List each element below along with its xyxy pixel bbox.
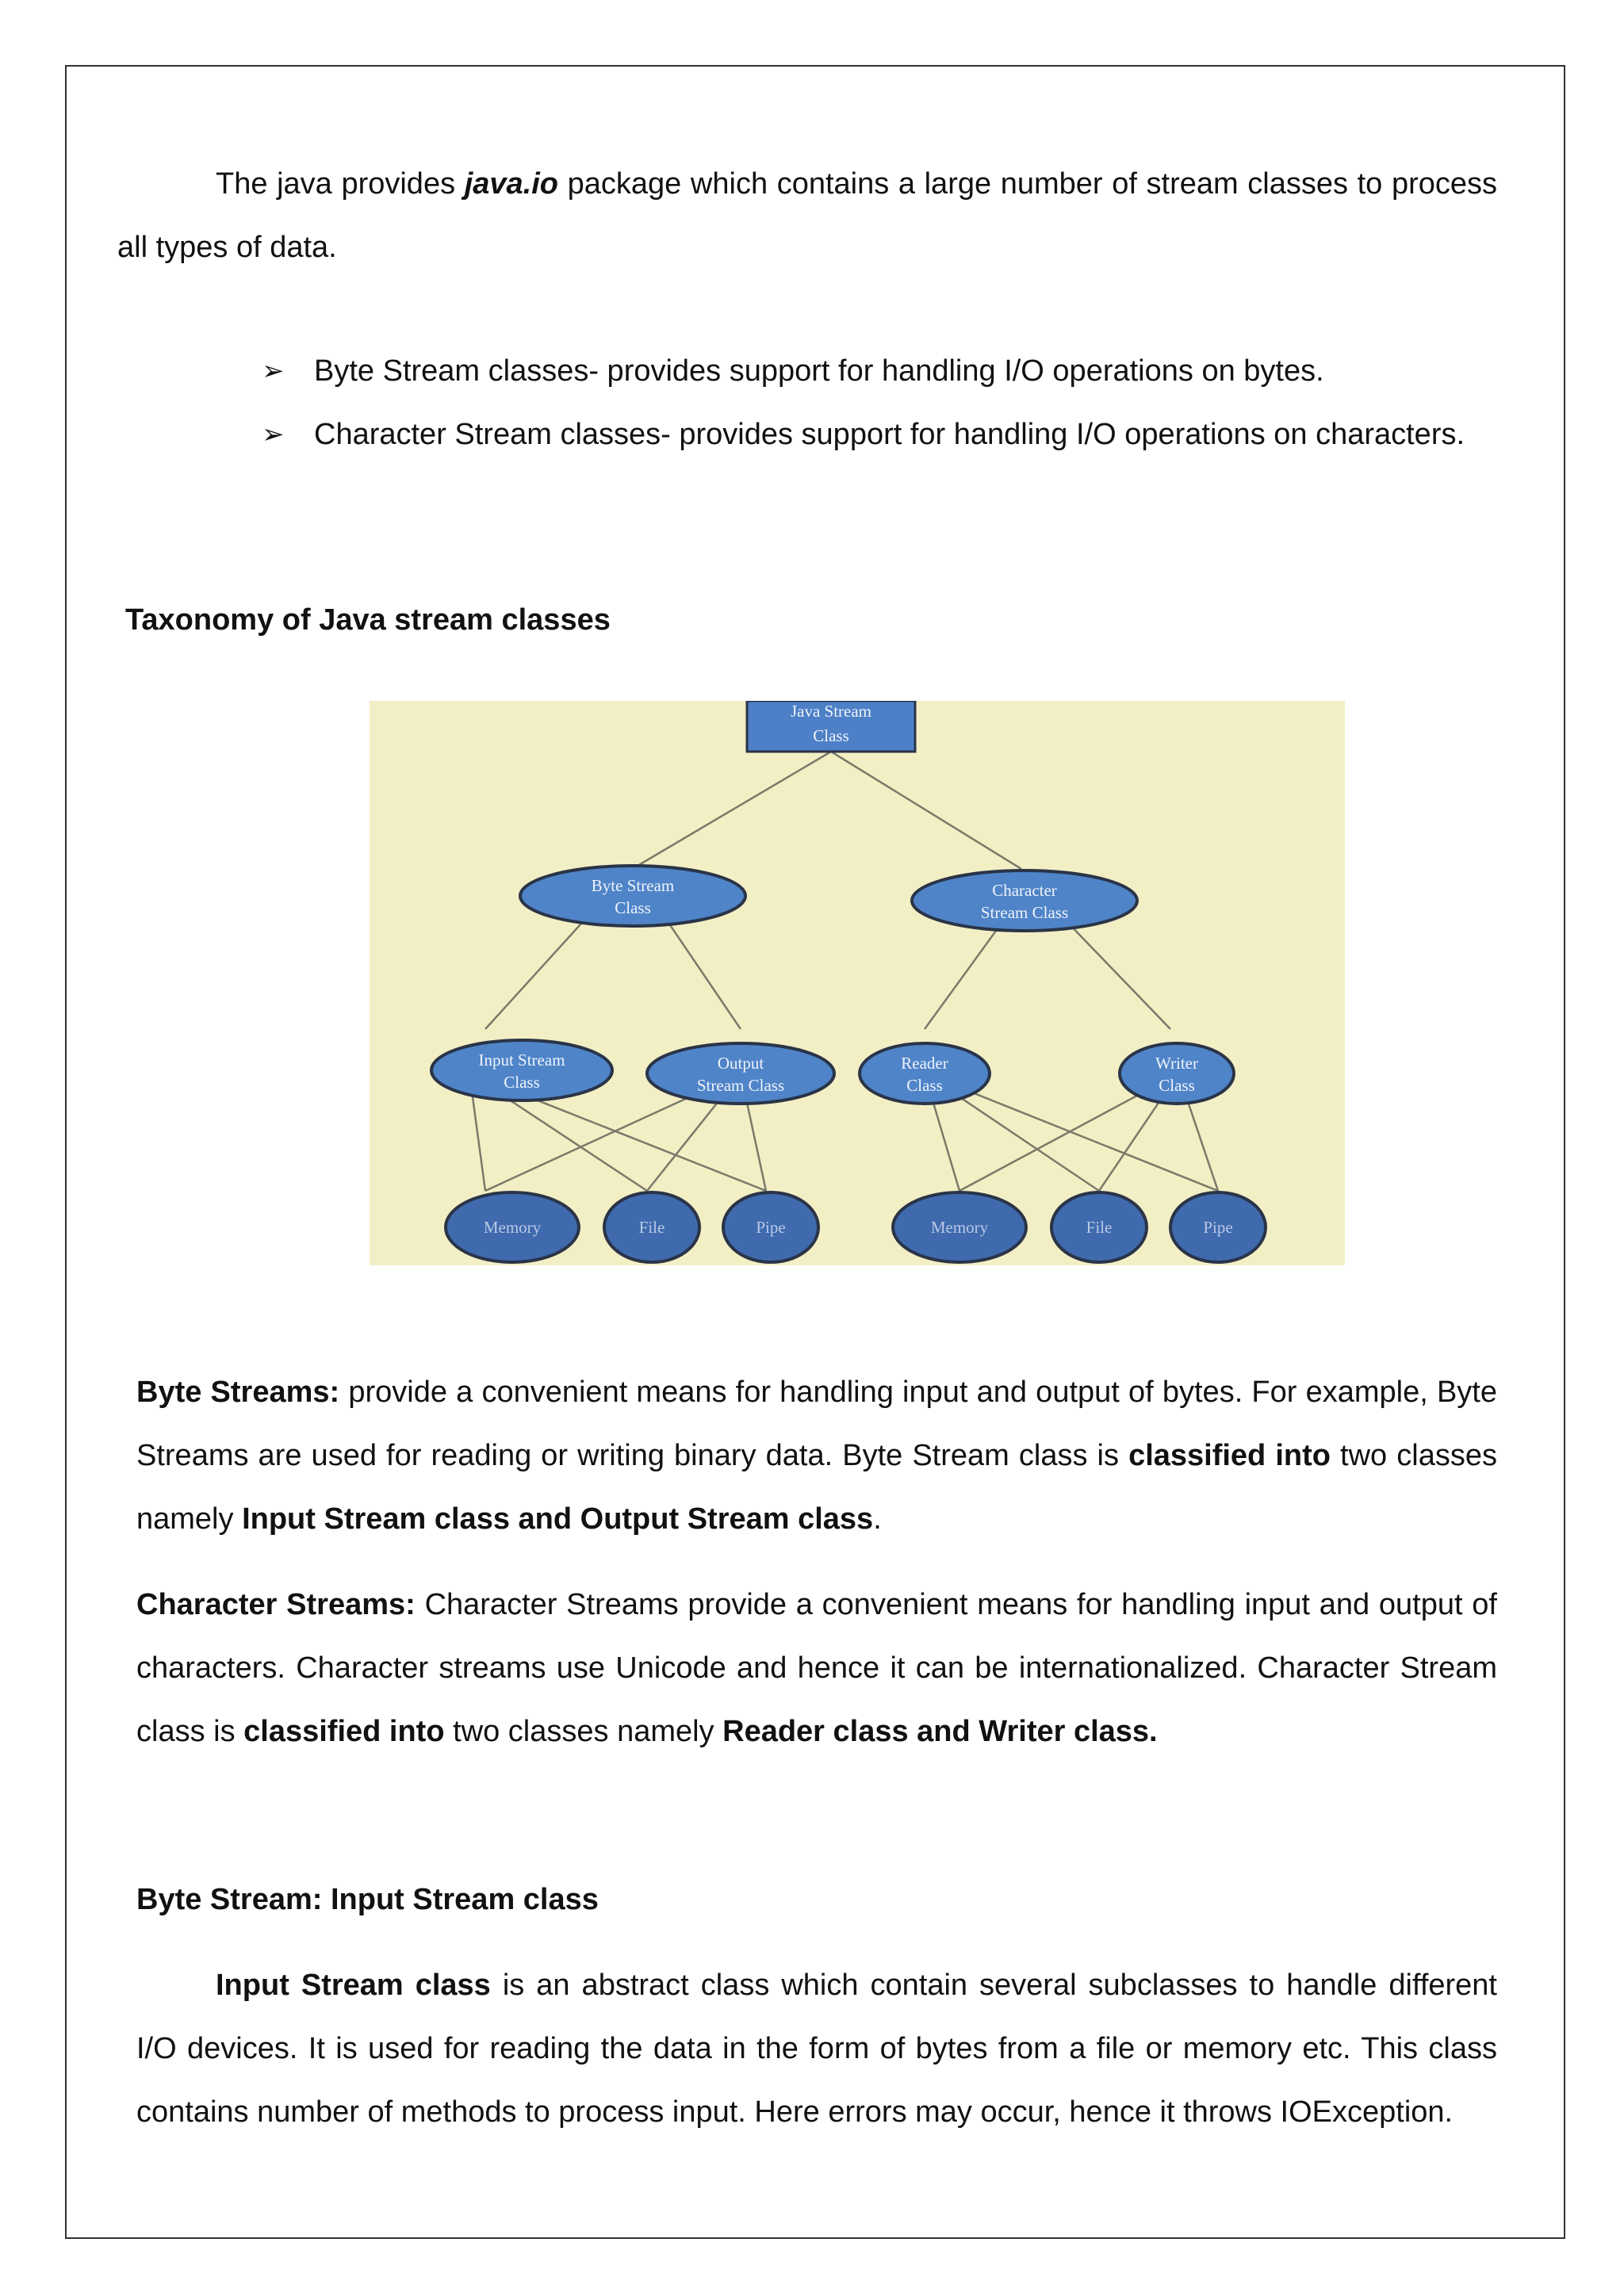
leaf-memory-char [893, 1192, 1026, 1262]
input-stream-paragraph: Input Stream class is an abstract class which contain several subclasses to handle different I/O devices. It is used for reading the data in the form of bytes from a file or memory etc. This class contains number of methods to process input. Here errors may occur, hence it throws IOException. [136, 1969, 1497, 2129]
character-stream-node [912, 871, 1137, 931]
svg-text:Class: Class [906, 1076, 943, 1095]
svg-text:Stream Class: Stream Class [980, 903, 1069, 922]
list-item: ➢ Byte Stream classes- provides support for handling I/O operations on bytes. [262, 339, 1499, 403]
leaf-file-char [1051, 1192, 1147, 1262]
svg-text:File: File [1086, 1218, 1113, 1237]
svg-text:Class: Class [813, 726, 849, 745]
root-node [747, 701, 915, 752]
diagram-background [370, 701, 1345, 1265]
taxonomy-diagram [370, 701, 1345, 1265]
leaf-file-byte [604, 1192, 699, 1262]
svg-text:File: File [638, 1218, 665, 1237]
leaf-pipe-char [1170, 1192, 1266, 1262]
byte-streams-paragraph: Byte Streams: provide a convenient means for handling input and output of bytes. For example, Byte Streams are used for reading or writing binary data. Byte Stream class is classified into two classes namely Input Stream class and Output Stream class. [136, 1376, 1497, 1536]
svg-text:Input Stream: Input Stream [478, 1050, 565, 1070]
svg-text:Memory: Memory [483, 1218, 542, 1237]
arrow-bullet-icon: ➢ [262, 419, 285, 450]
svg-text:Memory: Memory [930, 1218, 989, 1237]
svg-text:Byte Stream: Byte Stream [591, 876, 675, 895]
svg-text:Reader: Reader [901, 1054, 948, 1073]
character-streams-paragraph: Character Streams: Character Streams provide a convenient means for handling input and output of characters. Character streams use Unicode and hence it can be internationalized. Character Stream class is classified into two classes namely Reader class and Writer class. [136, 1588, 1497, 1748]
svg-text:Stream Class: Stream Class [696, 1076, 785, 1095]
svg-text:Class: Class [615, 898, 651, 917]
list-item: ➢ Character Stream classes- provides support for handling I/O operations on characters. [262, 403, 1499, 466]
intro-paragraph: The java provides java.io package which contains a large number of stream classes to process all types of data. [117, 167, 1497, 264]
reader-node [860, 1043, 990, 1104]
writer-node [1120, 1043, 1234, 1104]
output-stream-node [647, 1043, 834, 1104]
arrow-bullet-icon: ➢ [262, 356, 285, 386]
byte-stream-node [520, 866, 745, 926]
svg-text:Java Stream: Java Stream [790, 702, 872, 721]
svg-text:Class: Class [504, 1073, 540, 1092]
taxonomy-heading: Taxonomy of Java stream classes [125, 603, 611, 637]
svg-text:Character: Character [992, 881, 1057, 900]
stream-types-list [262, 339, 1499, 466]
svg-text:Pipe: Pipe [756, 1218, 786, 1237]
java-io-package: java.io [464, 167, 558, 201]
svg-text:Pipe: Pipe [1203, 1218, 1233, 1237]
leaf-memory-byte [446, 1192, 579, 1262]
leaf-pipe-byte [723, 1192, 818, 1262]
svg-text:Writer: Writer [1155, 1054, 1198, 1073]
svg-text:Class: Class [1159, 1076, 1195, 1095]
input-stream-heading: Byte Stream: Input Stream class [136, 1883, 599, 1916]
input-stream-node [431, 1040, 612, 1100]
svg-text:Output: Output [717, 1054, 764, 1073]
